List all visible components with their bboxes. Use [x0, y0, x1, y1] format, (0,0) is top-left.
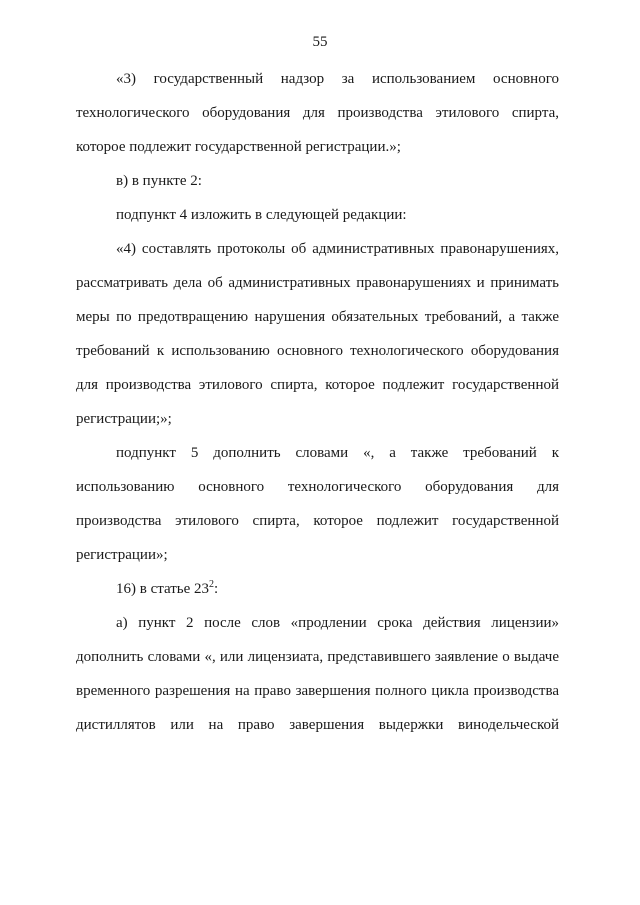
paragraph	[76, 436, 559, 572]
text-line: регистрации;»;	[76, 411, 172, 427]
text-line: меры по предотвращению нарушения обязательных требований, а также	[76, 309, 559, 325]
text-line: а) пункт 2 после слов «продлении срока действия лицензии»	[116, 615, 559, 631]
paragraph	[76, 62, 559, 164]
paragraph	[76, 198, 559, 232]
paragraph	[76, 606, 559, 742]
paragraph	[76, 572, 559, 606]
document-body	[76, 66, 559, 742]
text-line: дополнить словами «, или лицензиата, представившего заявление о выдаче	[76, 649, 559, 665]
text-line: «3) государственный надзор за использованием основного	[116, 71, 559, 87]
paragraph	[76, 232, 559, 436]
text-line: технологического оборудования для производства этилового спирта,	[76, 105, 559, 121]
text-line: регистрации»;	[76, 547, 168, 563]
text-line: для производства этилового спирта, которое подлежит государственной	[76, 377, 559, 393]
text-line: которое подлежит государственной регистрации.»;	[76, 139, 401, 155]
text-line	[76, 572, 559, 606]
text-line: временного разрешения на право завершения полного цикла производства	[76, 683, 559, 699]
superscript: 2	[209, 579, 215, 590]
text-line: рассматривать дела об административных правонарушениях и принимать	[76, 275, 559, 291]
text-line: «4) составлять протоколы об административных правонарушениях,	[116, 241, 559, 257]
paragraph	[76, 164, 559, 198]
text-line: производства этилового спирта, которое подлежит государственной	[76, 513, 559, 529]
section-text: 16) в статье 23	[116, 581, 210, 597]
text-line: подпункт 4 изложить в следующей редакции:	[116, 207, 407, 223]
text-line: в) в пункте 2:	[116, 173, 202, 189]
page-number: 55	[312, 34, 328, 50]
text-line: использованию основного технологического оборудования для	[76, 479, 559, 495]
text-line: дистиллятов или на право завершения выдержки винодельческой	[76, 717, 559, 733]
text-line: требований к использованию основного технологического оборудования	[76, 343, 559, 359]
text-line: подпункт 5 дополнить словами «, а также требований к	[116, 445, 559, 461]
section-tail: :	[214, 581, 219, 597]
